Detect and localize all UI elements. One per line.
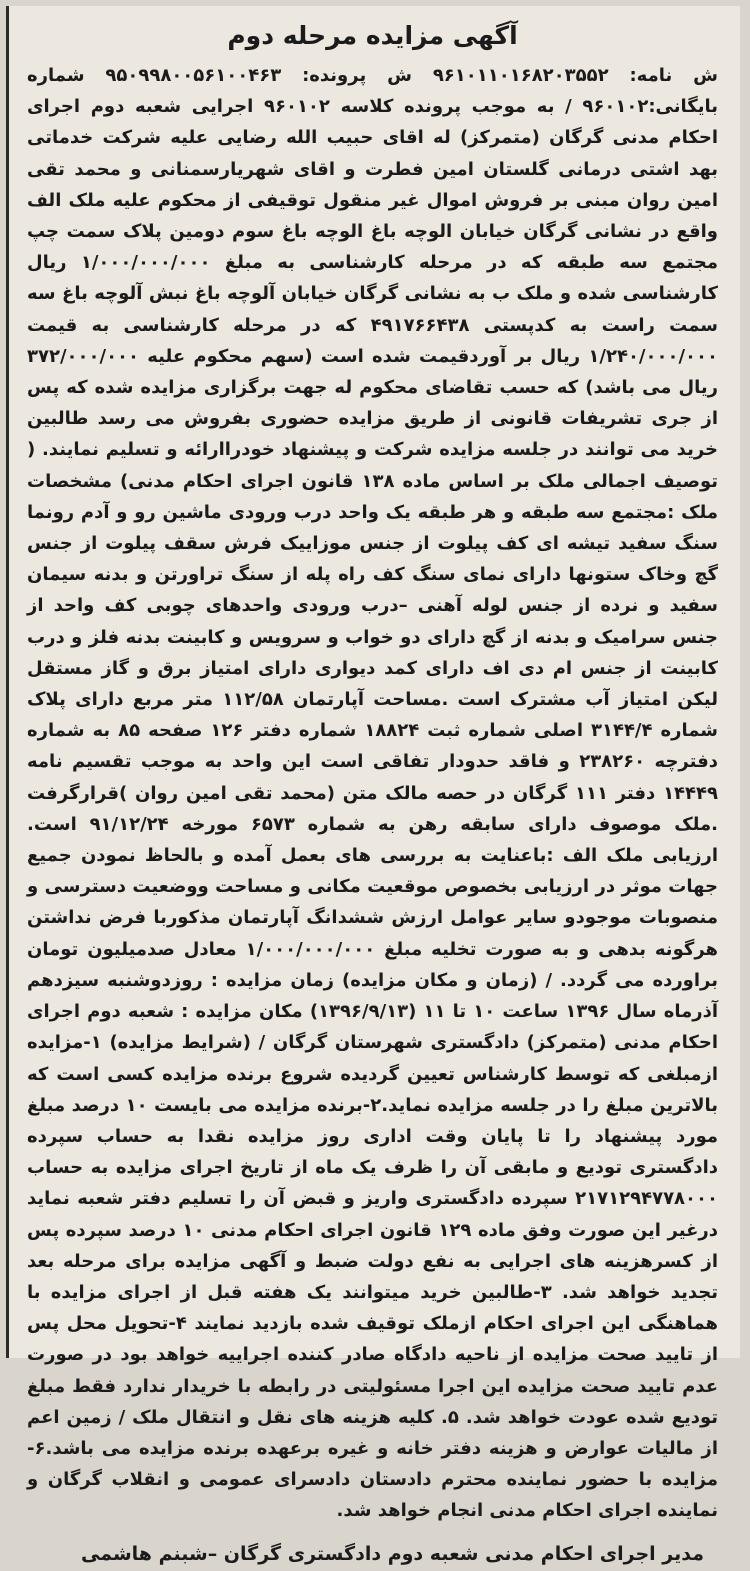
- notice-body: ش نامه: ۹۶۱۰۱۱۰۱۶۸۲۰۳۵۵۲ ش پرونده: ۹۵۰۹۹۸۰۰۵۶۱۰۰۴۶۳ شماره بایگانی:۹۶۰۱۰۲ / به موجب پرونده کلاسه ۹۶۰۱۰۲ اجرایی شعبه دوم اجرای احکام مدنی گرگان (متمرکز) له اقای حبیب الله رضایی علیه شرکت خدماتی بهد اشتی درمانی گلستان امین فطرت و اقای شهریارسمنانی و محمد تقی امین روان مبنی بر فروش اموال غیر منقول توقیفی از محکوم علیه ملک الف واقع در نشانی گرگان خیابان الوچه باغ الوچه باغ سوم دومین پلاک سمت چپ مجتمع سه طبقه که در مرحله کارشناسی به مبلغ ۱/۰۰۰/۰۰۰/۰۰۰ ریال کارشناسی شده و ملک ب به نشانی گرگان خیابان آلوچه باغ نبش آلوچه باغ سه سمت راست به کدپستی ۴۹۱۷۶۶۴۳۸ که در مرحله کارشناسی به قیمت ۱/۲۴۰/۰۰۰/۰۰۰ ریال بر آوردقیمت شده است (سهم محکوم علیه ۳۷۲/۰۰۰/۰۰۰ ریال می باشد) که حسب تقاضای محکوم له جهت برگزاری مزایده شده که پس از جری تشریفات قانونی از طریق مزایده حضوری بفروش می رسد طالبین خرید می توانند در جلسه مزایده شرکت و پیشنهاد خودراارائه و تسلیم نمایند. ( توصیف اجمالی ملک بر اساس ماده ۱۳۸ قانون اجرای احکام مدنی) مشخصات ملک :مجتمع سه طبقه و هر طبقه یک واحد درب ورودی ماشین رو و آدم رونما سنگ سفید تیشه ای کف پیلوت از جنس موزاییک فرش سقف پیلوت از جنس گچ وخاک ستونها دارای نمای سنگ کف راه پله از سنگ تراورتن و بدنه سیمان سفید و نرده از جنس لوله آهنی –درب ورودی واحدهای چوبی کف واحد از جنس سرامیک و بدنه از گچ دارای دو خواب و سرویس و کابینت بدنه فلز و درب کابینت از جنس ام دی اف دارای کمد دیواری دارای امتیاز برق و گاز مستقل لیکن امتیاز آب مشترک است .مساحت آپارتمان ۱۱۲/۵۸ متر مربع دارای پلاک شماره ۳۱۴۴/۴ اصلی شماره ثبت ۱۸۸۲۴ شماره دفتر ۱۲۶ صفحه ۸۵ به شماره دفترچه ۲۳۸۲۶۰ و فاقد حدودار تفاقی است این واحد به موجب تقسیم نامه ۱۴۴۴۹ دفتر ۱۱۱ گرگان در حصه مالک متن (محمد تقی امین روان )قرارگرفت .ملک موصوف دارای سابقه رهن به شماره ۶۵۷۳ مورخه ۹۱/۱۲/۲۴ است. ارزیابی ملک الف :باعنایت به بررسی های بعمل آمده و بالحاظ نمودن جمیع جهات موثر در ارزیابی بخصوص موقعیت مکانی و مساحت ووضعیت دسترسی و منصوبات موجودو سایر عوامل ارزش ششدانگ آپارتمان مذکوربا فرض نداشتن هرگونه بدهی و به صورت تخلیه مبلغ ۱/۰۰۰/۰۰۰/۰۰۰ معادل صدمیلیون تومان براورده می گردد. / (زمان و مکان مزایده) زمان مزایده : روزدوشنبه سیزدهم آذرماه سال ۱۳۹۶ ساعت ۱۰ تا ۱۱ (۱۳۹۶/۹/۱۳) مکان مزایده : شعبه دوم اجرای احکام مدنی (متمرکز) دادگستری شهرستان گرگان / (شرایط مزایده) ۱-مزایده ازمبلغی که توسط کارشناس تعیین گردیده شروع برنده مزایده کسی است که بالاترین مبلغ را در جلسه مزایده نماید.۲-برنده مزایده می بایست ۱۰ درصد مبلغ مورد پیشنهاد را تا پایان وقت اداری روز مزایده نقدا به حساب سپرده دادگستری تودیع و مابقی آن را ظرف یک ماه از تاریخ اجرای مزایده به حساب ۲۱۷۱۲۹۴۷۷۸۰۰۰ سپرده دادگستری واریز و قبض آن را تسلیم دفتر شعبه نماید درغیر این صورت وفق ماده ۱۲۹ قانون اجرای احکام مدنی ۱۰ درصد سپرده پس از کسرهزینه های اجرایی به نفع دولت ضبط و آگهی مزایده برای مرحله بعد تجدید خواهد شد. ۳-طالبین خرید میتوانند یک هفته قبل از اجرای مزایده با هماهنگی این اجرای احکام ازملک توقیف شده بازدید نمایند ۴-تحویل محل پس از تایید صحت مزایده از ناحیه دادگاه صادر کننده اجراییه خواهد بود در صورت عدم تایید صحت مزایده این اجرا مسئولیتی در رابطه با خریدار ندارد فقط مبلغ تودیع شده عودت خواهد شد. ۵. کلیه هزینه های نقل و انتقال ملک / زمین اعم از مالیات عوارض و هزینه دفتر خانه و غیره برعهده برنده مزایده می باشد.۶- مزایده با حضور نماینده محترم دادستان دادسرای عمومی و انقلاب گرگان و نماینده اجرای احکام مدنی انجام خواهد شد.: [27, 65, 719, 1522]
- signature-line: مدیر اجرای احکام مدنی شعبه دوم دادگستری گرگان –شبنم هاشمی: [81, 1542, 704, 1565]
- notice-page: [6, 6, 740, 1565]
- notice-title: آگهی مزایده مرحله دوم: [227, 21, 518, 50]
